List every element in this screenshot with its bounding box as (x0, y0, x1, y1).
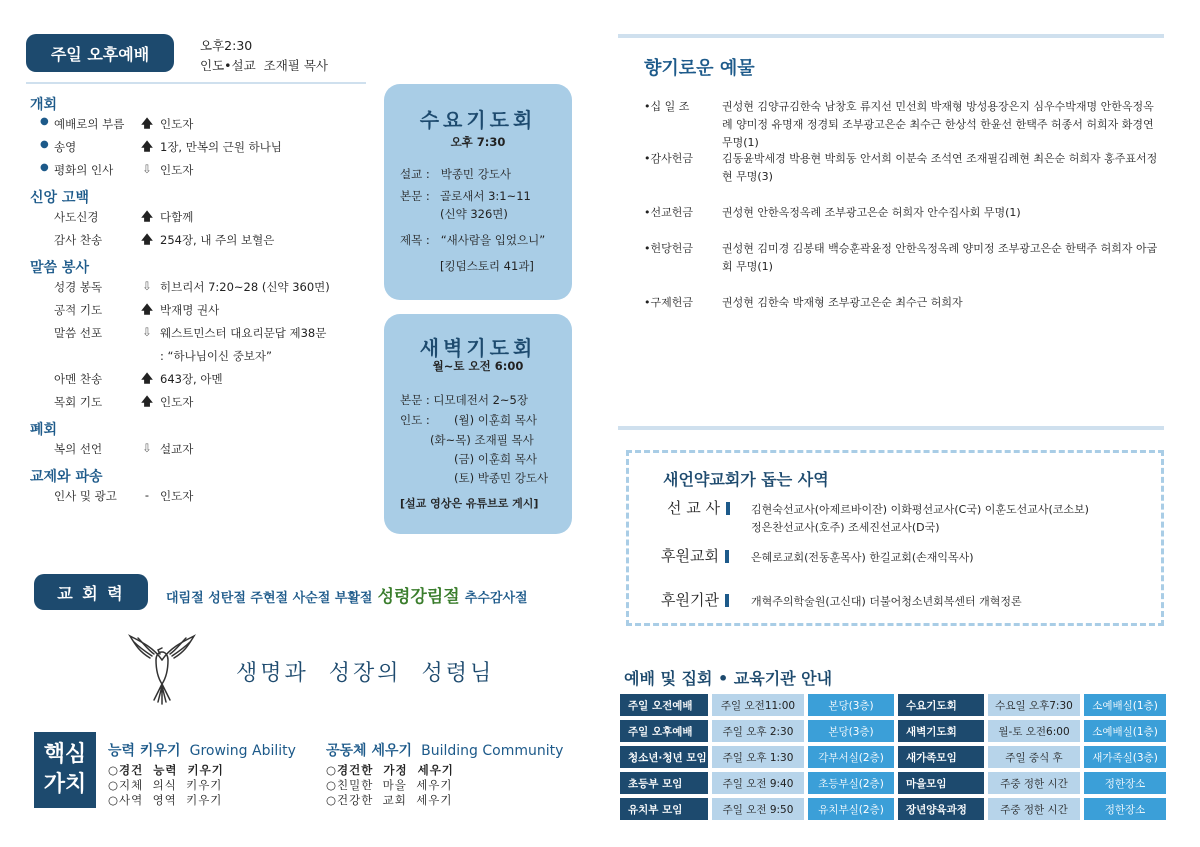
dawn-title: 새벽기도회 (419, 336, 537, 360)
order-item-name: 복의 선언 (54, 442, 103, 456)
dawn-lead-1: (월) 이훈희 목사 (454, 413, 537, 427)
dawn-time: 월~토 오전 6:00 (432, 359, 524, 373)
sit-down-icon: ⇩ (142, 162, 152, 176)
wednesday-series: [킹덤스토리 41과] (440, 259, 534, 273)
schedule-cell: 주일 오후예배 (620, 720, 708, 742)
supporting-org-label (661, 589, 729, 610)
missionary-label (667, 497, 730, 518)
offerings-top-rule (618, 34, 1164, 38)
core-badge-line-1: 핵심 (43, 742, 87, 767)
stand-up-icon: 🡅 (141, 371, 153, 385)
mission-box (626, 450, 1164, 626)
order-item-name: 성경 봉독 (54, 280, 103, 294)
schedule-cell: 주중 정한 시간 (988, 798, 1080, 820)
order-item-name: 감사 찬송 (54, 233, 103, 247)
stand-up-icon: 🡅 (141, 116, 153, 130)
calendar-theme: 생명과 성장의 성령님 (236, 661, 495, 686)
order-item-name: 목회 기도 (54, 395, 103, 409)
dove-icon (126, 630, 198, 706)
order-item-text: 인도자 (160, 117, 194, 131)
schedule-cell: 주일 오후 1:30 (712, 746, 804, 768)
church-calendar-seasons (166, 582, 528, 607)
schedule-grid (620, 694, 1166, 824)
offering-names: 권성현 김한숙 박재형 조부광고은순 최수근 허희자 (722, 296, 963, 309)
schedule-cell: 초등부실(2층) (808, 772, 894, 794)
dash-icon: - (144, 488, 150, 502)
dawn-lead-4: (토) 박종민 강도사 (454, 471, 549, 485)
schedule-cell: 유치부 모임 (620, 798, 708, 820)
schedule-cell: 마을모임 (898, 772, 984, 794)
offering-label: •십 일 조 (644, 100, 690, 113)
order-of-worship (30, 94, 370, 534)
order-item-text: 인도자 (160, 489, 194, 503)
offering-names: 김동윤박세경 박용현 박희동 안서희 이분숙 조석연 조재필김례현 최은순 허희자 홍주표서정현 무명(3) (722, 152, 1158, 183)
order-item-name: 송영 (54, 140, 77, 154)
schedule-cell: 정한장소 (1084, 772, 1166, 794)
core-g1-item-1: ○경건 능력 키우기 (108, 763, 224, 777)
order-item-text: 인도자 (160, 395, 194, 409)
church-label-text: 후원교회 (661, 547, 719, 565)
afternoon-time: 오후2:30 (200, 38, 253, 53)
schedule-cell: 수요일 오후7:30 (988, 694, 1080, 716)
order-section-title: 말씀 봉사 (30, 260, 89, 276)
dawn-note: [설교 영상은 유튜브로 게시] (400, 497, 539, 510)
schedule-cell: 장년양육과정 (898, 798, 984, 820)
order-item-text: : “하나님이신 중보자” (160, 349, 272, 363)
stand-up-icon: 🡅 (141, 232, 153, 246)
schedule-cell: 주일 오전11:00 (712, 694, 804, 716)
order-item-name: 인사 및 광고 (54, 489, 117, 503)
core-g2-en: Building Community (421, 743, 564, 759)
order-item-text: 다함께 (160, 210, 194, 224)
sit-down-icon: ⇩ (142, 325, 152, 339)
offering-label: •헌당헌금 (644, 242, 693, 255)
core-group-community (326, 740, 563, 808)
core-g2-item-3: ○건강한 교회 세우기 (326, 793, 453, 807)
schedule-title: 예배 및 집회 • 교육기관 안내 (624, 669, 833, 688)
order-item-text: 643장, 아멘 (160, 372, 223, 386)
bar-mark (726, 502, 730, 515)
afternoon-service-badge: 주일 오후예배 (26, 34, 174, 72)
schedule-cell: 청소년·청년 모임 (620, 746, 708, 768)
offering-label: •선교헌금 (644, 206, 693, 219)
offering-names: 권성현 김미경 김봉태 백승훈곽윤정 안한옥정옥례 양미정 조부광고은순 한택주 허희자 아굽회 무명(1) (722, 242, 1158, 273)
offerings-title: 향기로운 예물 (644, 58, 755, 79)
offerings-list (644, 98, 1174, 418)
core-g2-title: 공동체 세우기 (326, 743, 413, 759)
wednesday-topic: 제목 : “새사람을 입었으니” (400, 233, 546, 247)
org-label-text: 후원기관 (661, 591, 719, 609)
core-badge-line-2: 가치 (43, 772, 87, 797)
order-item-name: 말씀 선포 (54, 326, 103, 340)
order-item-text: 설교자 (160, 442, 194, 456)
schedule-cell: 소예배실(1층) (1084, 694, 1166, 716)
order-item-name: 예배로의 부름 (54, 117, 125, 131)
schedule-cell: 소예배실(1층) (1084, 720, 1166, 742)
stand-up-icon: 🡅 (141, 302, 153, 316)
order-item-name: 평화의 인사 (54, 163, 114, 177)
offering-label: •구제헌금 (644, 296, 693, 309)
wednesday-text-2: (신약 326면) (440, 207, 508, 221)
mission-title: 새언약교회가 돕는 사역 (663, 470, 829, 489)
order-item-text: 1장, 만복의 근원 하나님 (160, 140, 282, 154)
wednesday-sermon: 설교 : 박종민 강도사 (400, 167, 512, 181)
order-item-text: 254장, 내 주의 보혈은 (160, 233, 275, 247)
bar-mark (725, 594, 729, 607)
schedule-cell: 본당(3층) (808, 720, 894, 742)
dawn-text: 본문 : 디모데전서 2~5장 (400, 393, 528, 407)
schedule-cell: 주일 오전예배 (620, 694, 708, 716)
stand-up-icon: 🡅 (141, 394, 153, 408)
schedule-cell: 초등부 모임 (620, 772, 708, 794)
schedule-cell: 주일 오전 9:50 (712, 798, 804, 820)
missionary-label-text: 선 교 사 (667, 499, 721, 517)
wednesday-text-label: 본문 : (400, 189, 430, 203)
offerings-bottom-rule (618, 426, 1164, 430)
core-g2-item-2: ○친밀한 마을 세우기 (326, 778, 453, 792)
order-section-title: 신앙 고백 (30, 190, 89, 206)
core-g1-item-2: ○지체 의식 키우기 (108, 778, 223, 792)
supporting-church: 은혜로교회(전동훈목사) 한길교회(손재익목사) (751, 551, 974, 564)
core-g1-en: Growing Ability (189, 743, 296, 759)
supporting-church-label (661, 545, 729, 566)
order-item-text: 박재명 권사 (160, 303, 220, 317)
order-item-text: 웨스트민스터 대요리문답 제38문 (160, 326, 327, 340)
wednesday-title: 수요기도회 (419, 108, 537, 132)
calendar-seasons: 대림절 성탄절 주현절 사순절 부활절 (166, 591, 373, 606)
order-item-text: 히브리서 7:20~28 (신약 360면) (160, 280, 330, 294)
bar-mark (725, 550, 729, 563)
supporting-org: 개혁주의학술원(고신대) 더불어청소년회복센터 개혁정론 (751, 595, 1022, 608)
missionary-line-1: 김현숙선교사(아제르바이잔) 이화평선교사(C국) 이훈도선교사(코소보) (751, 503, 1089, 516)
schedule-cell: 주일 오전 9:40 (712, 772, 804, 794)
bullet-icon: ● (40, 139, 49, 150)
core-g1-item-3: ○사역 영역 키우기 (108, 793, 223, 807)
stand-up-icon: 🡅 (141, 139, 153, 153)
bullet-icon: ● (40, 162, 49, 173)
core-group-growing (108, 740, 296, 808)
schedule-cell: 새가족모임 (898, 746, 984, 768)
schedule-cell: 월-토 오전6:00 (988, 720, 1080, 742)
sit-down-icon: ⇩ (142, 441, 152, 455)
wednesday-text-1: 골로새서 3:1~11 (440, 189, 531, 203)
schedule-cell: 주일 오후 2:30 (712, 720, 804, 742)
sit-down-icon: ⇩ (142, 279, 152, 293)
order-item-name: 사도신경 (54, 210, 99, 224)
schedule-cell: 새가족실(3층) (1084, 746, 1166, 768)
core-g1-title: 능력 키우기 (108, 743, 181, 759)
offering-names: 권성현 안한옥정옥례 조부광고은순 허희자 안수집사회 무명(1) (722, 206, 1021, 219)
schedule-cell: 수요기도회 (898, 694, 984, 716)
order-item-text: 인도자 (160, 163, 194, 177)
schedule-cell: 주일 중식 후 (988, 746, 1080, 768)
order-section-title: 폐회 (30, 422, 58, 438)
order-section-title: 개회 (30, 97, 58, 113)
wednesday-time: 오후 7:30 (450, 135, 506, 149)
order-section-title: 교제와 파송 (30, 469, 103, 485)
schedule-cell: 정한장소 (1084, 798, 1166, 820)
calendar-current: 성령강림절 (377, 587, 460, 607)
order-item-name: 공적 기도 (54, 303, 103, 317)
offering-names: 권성현 김양규김한숙 남창호 류지선 민선희 박재형 방성용장은지 심우수박재명 안한옥정옥례 양미정 유명재 정경퇴 조부광고은순 최수근 한상석 한윤선 한택주 허종서 허희자 화경연 무명(1) (722, 100, 1154, 149)
dawn-lead-3: (금) 이훈희 목사 (454, 452, 537, 466)
schedule-cell: 주중 정한 시간 (988, 772, 1080, 794)
core-values-badge (34, 732, 96, 808)
dawn-prayer-card (384, 314, 572, 534)
schedule-cell: 새벽기도회 (898, 720, 984, 742)
dawn-lead-label: 인도 : (400, 413, 430, 427)
dawn-lead-2: (화~목) 조재필 목사 (430, 433, 534, 447)
offering-label: •감사헌금 (644, 152, 693, 165)
order-item-name: 아멘 찬송 (54, 372, 103, 386)
schedule-cell: 본당(3층) (808, 694, 894, 716)
schedule-cell: 유치부실(2층) (808, 798, 894, 820)
bullet-icon: ● (40, 116, 49, 127)
core-g2-item-1: ○경건한 가정 세우기 (326, 763, 454, 777)
afternoon-preacher: 인도•설교 조재필 목사 (200, 58, 328, 73)
missionary-line-2: 정은찬선교사(호주) 조세진선교사(D국) (751, 521, 940, 534)
calendar-last: 추수감사절 (464, 591, 528, 606)
stand-up-icon: 🡅 (141, 209, 153, 223)
wednesday-prayer-card (384, 84, 572, 300)
schedule-cell: 각부서실(2층) (808, 746, 894, 768)
church-calendar-badge: 교 회 력 (34, 574, 148, 610)
divider (26, 82, 366, 84)
